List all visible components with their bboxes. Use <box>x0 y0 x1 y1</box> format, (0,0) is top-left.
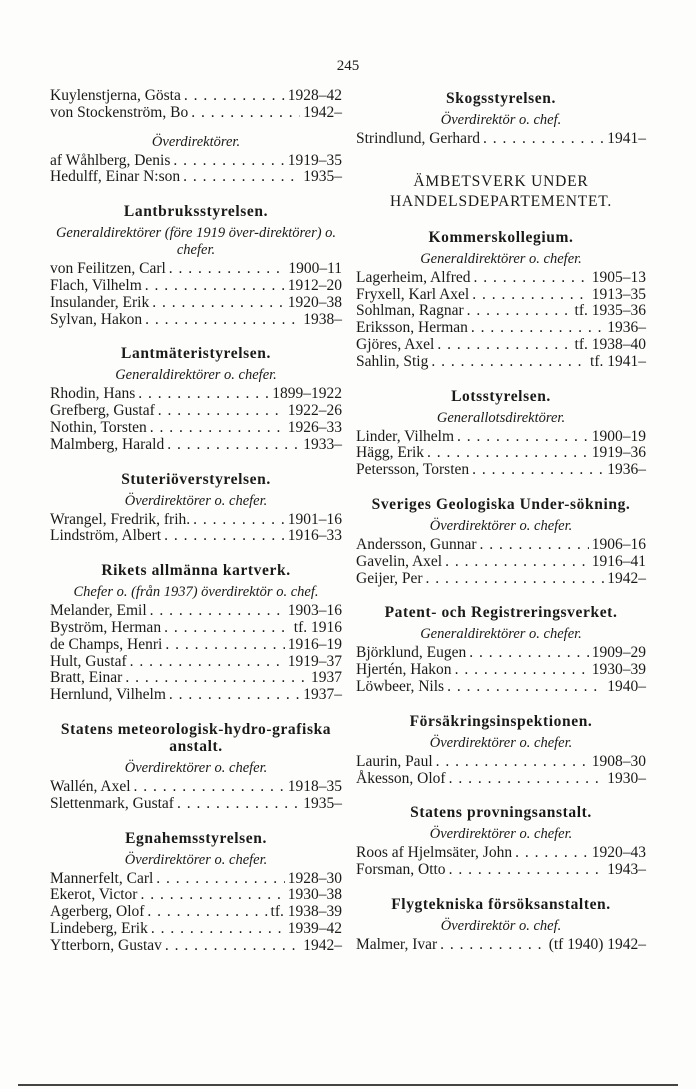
tenure-years: 1930–39 <box>591 661 646 679</box>
leader-dots <box>164 528 285 545</box>
person-name: Hult, Gustaf <box>50 652 127 670</box>
tenure-years: 1935– <box>303 794 342 812</box>
tenure-years: 1936– <box>607 319 646 337</box>
tenure-years: 1942– <box>303 936 342 954</box>
tenure-years: tf. 1941– <box>590 352 646 370</box>
list-item <box>50 687 342 704</box>
leader-dots <box>140 887 284 904</box>
leader-dots <box>169 687 300 704</box>
tenure-years: 1916–19 <box>287 635 342 653</box>
leader-dots <box>467 303 572 320</box>
person-name: Wallén, Axel <box>50 777 131 795</box>
list-item <box>356 645 646 662</box>
list-item <box>356 131 646 148</box>
entry-list <box>356 754 646 788</box>
list-item <box>50 105 342 122</box>
leader-dots <box>431 354 587 371</box>
leader-dots <box>191 105 300 122</box>
person-name: von Feilitzen, Carl <box>50 260 166 278</box>
leader-dots <box>449 862 605 879</box>
person-name: Gavelin, Axel <box>356 552 443 570</box>
list-item <box>50 904 342 921</box>
entry-list <box>50 261 342 328</box>
section-subtitle: Överdirektörer o. chefer. <box>429 517 573 534</box>
tenure-years: 1922–26 <box>287 402 342 420</box>
tenure-years: 1916–41 <box>591 552 646 570</box>
tenure-years: 1940– <box>607 677 646 695</box>
tenure-years: 1916–33 <box>287 527 342 545</box>
entry-list <box>356 845 646 879</box>
list-item <box>50 779 342 796</box>
person-name: Laurin, Paul <box>356 752 433 770</box>
section-subtitle: Överdirektörer o. chefer. <box>124 759 268 776</box>
section-title: Stuteriöverstyrelsen. <box>121 470 271 488</box>
tenure-years: 1900–19 <box>591 427 646 445</box>
person-name: de Champs, Henri <box>50 635 163 653</box>
person-name: Malmer, Ivar <box>356 935 438 953</box>
department-heading-line-2: HANDELSDEPARTEMENTET. <box>389 192 613 210</box>
entry-list <box>356 537 646 587</box>
tenure-years: 1941– <box>607 130 646 147</box>
person-name: Lindström, Albert <box>50 527 162 545</box>
right-column <box>356 88 646 954</box>
right-first-section <box>356 90 646 148</box>
section-subtitle: Överdirektörer o. chefer. <box>124 851 268 868</box>
tenure-years: 1908–30 <box>591 752 646 770</box>
list-item <box>356 270 646 287</box>
person-name: von Stockenström, Bo <box>50 103 189 121</box>
list-item <box>356 771 646 788</box>
tenure-years: 1900–11 <box>288 260 342 278</box>
list-item <box>50 153 342 170</box>
leader-dots <box>145 312 300 329</box>
tenure-years: 1937– <box>303 686 342 704</box>
person-name: Geijer, Per <box>356 569 423 587</box>
list-item <box>50 654 342 671</box>
leader-dots <box>173 153 284 170</box>
section-subtitle: Överdirektörer o. chefer. <box>429 734 573 751</box>
list-item <box>356 662 646 679</box>
leader-dots <box>455 662 589 679</box>
entry-list <box>50 779 342 813</box>
list-item <box>50 796 342 813</box>
list-item <box>50 938 342 955</box>
entry-list <box>50 386 342 453</box>
leader-dots <box>447 679 604 696</box>
list-item <box>50 403 342 420</box>
leader-dots <box>440 937 546 954</box>
tenure-years: 1939–42 <box>287 919 342 937</box>
tenure-years: 1936– <box>607 461 646 479</box>
list-item <box>50 921 342 938</box>
person-name: Wrangel, Fredrik, frih. <box>50 510 191 528</box>
section-subtitle: Generaldirektörer o. chefer. <box>115 367 277 384</box>
list-item <box>50 312 342 329</box>
leader-dots <box>134 779 285 796</box>
person-name: Björklund, Eugen <box>356 644 467 662</box>
list-item <box>356 862 646 879</box>
tenure-years: 1930– <box>607 769 646 787</box>
person-name: Hjertén, Hakon <box>356 661 452 679</box>
entry-list <box>50 512 342 546</box>
person-name: Lagerheim, Alfred <box>356 268 471 286</box>
list-item <box>356 571 646 588</box>
leader-dots <box>472 462 604 479</box>
section-title: Sveriges Geologiska Under-sökning. <box>371 495 631 513</box>
person-name: Hedulff, Einar N:son <box>50 168 181 186</box>
list-item <box>356 679 646 696</box>
person-name: Byström, Herman <box>50 618 162 636</box>
tenure-years: 1920–38 <box>287 293 342 311</box>
list-item <box>356 462 646 479</box>
list-item <box>356 554 646 571</box>
leader-dots <box>457 429 589 446</box>
leader-dots <box>515 845 589 862</box>
list-item <box>50 278 342 295</box>
leader-dots <box>145 278 285 295</box>
leader-dots <box>151 921 285 938</box>
tenure-years: 1919–35 <box>287 151 342 169</box>
tenure-years: 1938– <box>303 310 342 328</box>
tenure-years: 1920–43 <box>591 844 646 862</box>
leader-dots <box>130 654 285 671</box>
tenure-years: 1909–29 <box>591 644 646 662</box>
leader-dots <box>471 320 604 337</box>
list-item <box>356 445 646 462</box>
tenure-years: 1905–13 <box>591 268 646 286</box>
person-name: Lindeberg, Erik <box>50 919 148 937</box>
tenure-years: 1906–16 <box>591 535 646 553</box>
person-name: Rhodin, Hans <box>50 385 136 403</box>
person-name: Forsman, Otto <box>356 861 446 879</box>
section-subtitle: Generaldirektörer o. chefer. <box>420 626 582 643</box>
person-name: Linder, Vilhelm <box>356 427 455 445</box>
person-name: Petersson, Torsten <box>356 461 470 479</box>
right-sections <box>356 229 646 954</box>
tenure-years: 1918–35 <box>287 777 342 795</box>
left-top-list-2 <box>50 153 342 187</box>
bottom-rule <box>18 1084 678 1086</box>
section-title: Lantbruksstyrelsen. <box>123 203 269 221</box>
list-item <box>356 937 646 954</box>
leader-dots <box>165 938 300 955</box>
person-name: Roos af Hjelmsäter, John <box>356 844 513 862</box>
leader-dots <box>165 637 284 654</box>
person-name: Slettenmark, Gustaf <box>50 794 174 812</box>
leader-dots <box>445 554 589 571</box>
person-name: Bratt, Einar <box>50 669 123 687</box>
tenure-years: tf. 1938–40 <box>574 335 646 353</box>
section-subtitle: Överdirektör o. chef. <box>440 112 562 128</box>
page-number: 245 <box>336 58 360 74</box>
section-title: Lotsstyrelsen. <box>451 387 551 405</box>
tenure-years: 1913–35 <box>591 285 646 303</box>
entry-list <box>356 937 646 954</box>
tenure-years: 1903–16 <box>287 602 342 620</box>
entry-list <box>356 131 646 148</box>
list-item <box>356 429 646 446</box>
section-subtitle: Chefer o. (från 1937) överdirektör o. chef. <box>73 584 319 601</box>
list-item <box>356 303 646 320</box>
section-subtitle: Generallotsdirektörer. <box>436 409 566 426</box>
entry-list <box>356 645 646 695</box>
tenure-years: 1937 <box>311 669 342 687</box>
person-name: Insulander, Erik <box>50 293 150 311</box>
list-item <box>50 169 342 186</box>
list-item <box>50 871 342 888</box>
tenure-years: 1919–36 <box>591 444 646 462</box>
person-name: Agerberg, Olof <box>50 903 145 921</box>
list-item <box>356 287 646 304</box>
person-name: af Wåhlberg, Denis <box>50 151 171 169</box>
section-title: Flygtekniska försöksanstalten. <box>391 895 611 913</box>
tenure-years: 1942– <box>303 103 342 121</box>
leader-dots <box>167 437 300 454</box>
leader-dots <box>449 771 605 788</box>
person-name: Åkesson, Olof <box>356 769 446 787</box>
section-title: Skogsstyrelsen. <box>446 90 556 107</box>
leader-dots <box>138 386 269 403</box>
list-item <box>356 754 646 771</box>
tenure-years: tf. 1916 <box>293 618 342 636</box>
section-title: Statens provningsanstalt. <box>410 804 592 822</box>
entry-list <box>50 603 342 704</box>
tenure-years: 1933– <box>303 435 342 453</box>
list-item <box>50 261 342 278</box>
tenure-years: 1928–30 <box>287 869 342 887</box>
person-name: Strindlund, Gerhard <box>356 130 480 147</box>
leader-dots <box>125 670 308 687</box>
person-name: Kuylenstjerna, Gösta <box>50 87 181 104</box>
leader-dots <box>483 131 604 148</box>
section-subtitle: Överdirektörer o. chefer. <box>429 826 573 843</box>
entry-list <box>356 429 646 479</box>
list-item <box>50 603 342 620</box>
tenure-years: 1899–1922 <box>272 385 342 403</box>
tenure-years: 1919–37 <box>287 652 342 670</box>
left-column <box>50 88 342 955</box>
person-name: Hernlund, Vilhelm <box>50 686 166 704</box>
leader-dots <box>169 261 286 278</box>
list-item <box>356 845 646 862</box>
person-name: Melander, Emil <box>50 602 147 620</box>
person-name: Flach, Vilhelm <box>50 276 142 294</box>
tenure-years: 1901–16 <box>287 510 342 528</box>
left-sections <box>50 203 342 954</box>
person-name: Fryxell, Karl Axel <box>356 285 470 303</box>
person-name: Sohlman, Ragnar <box>356 302 464 320</box>
tenure-years: 1928–42 <box>287 87 342 104</box>
person-name: Gjöres, Axel <box>356 335 435 353</box>
list-item <box>50 670 342 687</box>
person-name: Sylvan, Hakon <box>50 310 143 328</box>
leader-dots <box>469 645 589 662</box>
section-title: Rikets allmänna kartverk. <box>101 562 291 580</box>
tenure-years: 1926–33 <box>287 418 342 436</box>
section-title: Lantmäteristyrelsen. <box>121 345 271 363</box>
person-name: Ekerot, Victor <box>50 886 138 904</box>
leader-dots <box>427 445 589 462</box>
list-item <box>50 386 342 403</box>
person-name: Sahlin, Stig <box>356 352 429 370</box>
list-item <box>356 320 646 337</box>
tenure-years: 1943– <box>607 861 646 879</box>
list-item <box>50 295 342 312</box>
entry-list <box>50 871 342 955</box>
tenure-years: 1935– <box>303 168 342 186</box>
leader-dots <box>150 420 285 437</box>
person-name: Mannerfelt, Carl <box>50 869 154 887</box>
leader-dots <box>177 796 300 813</box>
tenure-years: tf. 1935–36 <box>574 302 646 320</box>
leader-dots <box>152 295 285 312</box>
leader-dots <box>164 620 291 637</box>
person-name: Malmberg, Harald <box>50 435 165 453</box>
section-subtitle: Generaldirektörer o. chefer. <box>420 250 582 267</box>
tenure-years: 1942– <box>607 569 646 587</box>
leader-dots <box>184 88 285 105</box>
tenure-years: (tf 1940) 1942– <box>548 935 646 953</box>
leader-dots <box>147 904 267 921</box>
person-name: Andersson, Gunnar <box>356 535 477 553</box>
leader-dots <box>193 512 285 529</box>
list-item <box>50 512 342 529</box>
leader-dots <box>436 754 589 771</box>
section-title: Försäkringsinspektionen. <box>409 712 593 730</box>
tenure-years: tf. 1938–39 <box>270 903 342 921</box>
section-title: Patent- och Registreringsverket. <box>384 604 618 622</box>
tenure-years: 1912–20 <box>287 276 342 294</box>
list-item <box>356 354 646 371</box>
left-top-subtitle: Överdirektörer. <box>151 133 241 150</box>
tenure-years: 1930–38 <box>287 886 342 904</box>
person-name: Eriksson, Herman <box>356 319 468 337</box>
department-heading-line-1: ÄMBETSVERK UNDER <box>413 172 589 190</box>
list-item <box>356 537 646 554</box>
list-item <box>50 420 342 437</box>
section-subtitle: Generaldirektörer (före 1919 över-direktörer) o. chefer. <box>55 225 337 259</box>
list-item <box>50 637 342 654</box>
person-name: Hägg, Erik <box>356 444 425 462</box>
section-title: Kommerskollegium. <box>428 228 574 246</box>
leader-dots <box>437 337 571 354</box>
section-title: Egnahemsstyrelsen. <box>125 829 267 847</box>
leader-dots <box>480 537 589 554</box>
list-item <box>50 528 342 545</box>
leader-dots <box>183 169 300 186</box>
leader-dots <box>150 603 285 620</box>
leader-dots <box>472 287 589 304</box>
list-item <box>50 437 342 454</box>
person-name: Nothin, Torsten <box>50 418 147 436</box>
person-name: Löwbeer, Nils <box>356 677 445 695</box>
leader-dots <box>158 403 285 420</box>
leader-dots <box>473 270 588 287</box>
person-name: Ytterborn, Gustav <box>50 936 162 954</box>
person-name: Grefberg, Gustaf <box>50 402 155 420</box>
leader-dots <box>426 571 605 588</box>
leader-dots <box>156 871 284 888</box>
list-item <box>50 887 342 904</box>
list-item <box>50 620 342 637</box>
left-top-list <box>50 88 342 122</box>
list-item <box>50 88 342 105</box>
department-heading <box>356 172 646 212</box>
section-title: Statens meteorologisk-hydro-grafiska anstalt. <box>60 720 332 755</box>
entry-list <box>356 270 646 371</box>
section-subtitle: Överdirektörer o. chefer. <box>124 492 268 509</box>
list-item <box>356 337 646 354</box>
section-subtitle: Överdirektör o. chef. <box>440 917 562 934</box>
